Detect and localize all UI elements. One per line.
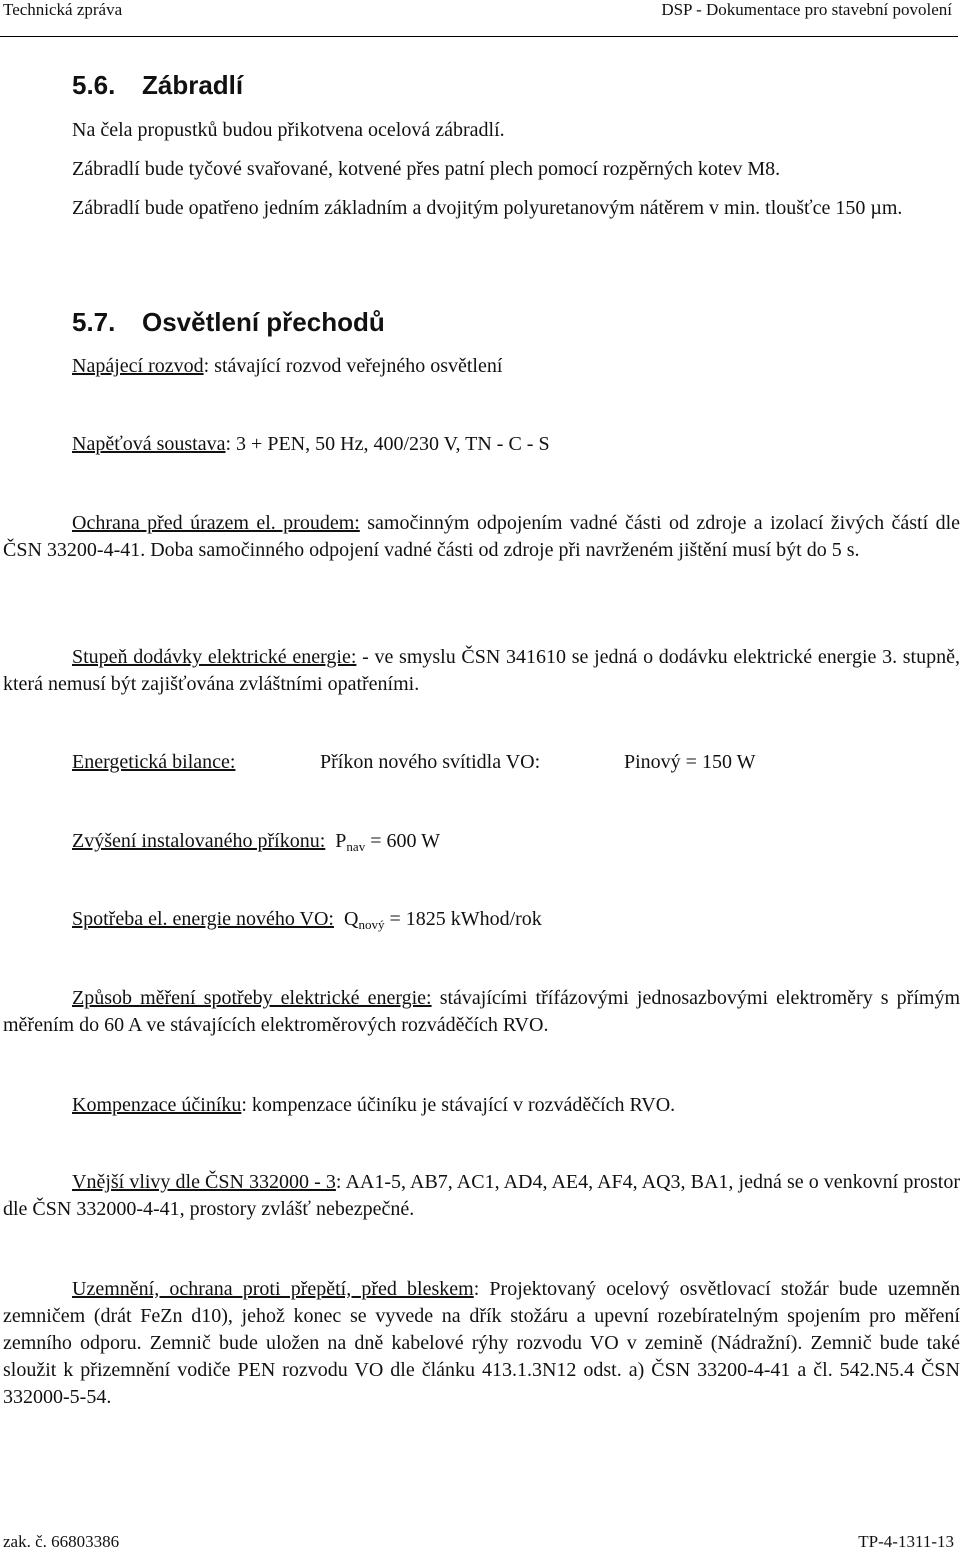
label: Kompenzace účiníku	[72, 1094, 242, 1116]
paragraph-kompenzace	[72, 1092, 675, 1119]
footer-left: zak. č. 66803386	[3, 1532, 120, 1551]
paragraph-soustava	[72, 431, 550, 458]
text: : AA1-5, AB7, AC1, AD4, AE4, AF4, AQ3, BA1, jedná se o venkovní prostor dle ČSN 332000-4-41, prostory zvlášť nebezpečné.	[3, 1171, 960, 1220]
paragraph-mereni	[3, 985, 960, 1039]
label: Energetická bilance:	[72, 751, 236, 773]
label: Způsob měření spotřeby elektrické energie:	[72, 987, 432, 1009]
paragraph-stupen	[3, 644, 960, 698]
label: Zvýšení instalovaného příkonu:	[72, 830, 326, 852]
section-number: 5.7.	[72, 307, 116, 337]
value: = 1825 kWhod/rok	[384, 908, 542, 930]
text: : 3 + PEN, 50 Hz, 400/230 V, TN - C - S	[225, 433, 550, 455]
section-title: Osvětlení přechodů	[142, 307, 385, 337]
paragraph-uzemneni	[3, 1276, 960, 1411]
paragraph: Na čela propustků budou přikotvena ocelová zábradlí.	[72, 119, 505, 141]
paragraph-napajeci	[72, 353, 502, 380]
section-title: Zábradlí	[142, 70, 244, 100]
text: : Projektovaný ocelový osvětlovací stožár bude uzemněn zemničem (drát FeZn d10), jehož konec se vyvede na dřík stožáru a upevní rozebíratelným spojením pro měření zemního odporu. Zemnič bude uložen na dně kabelové rýhy rozvodu VO v zemině (Nádražní). Zemnič bude také sloužit k přizemnění vodiče PEN rozvodu VO dle článku 413.1.3N12 odst. a) ČSN 33200-4-41 a čl. 542.N5.4 ČSN 332000-5-54.	[3, 1278, 960, 1408]
footer-right: TP-4-1311-13	[858, 1532, 954, 1551]
subscript: nav	[346, 839, 366, 854]
label: Stupeň dodávky elektrické energie:	[72, 646, 357, 668]
text: : kompenzace účiníku je stávající v rozváděčích RVO.	[241, 1094, 676, 1116]
section-number: 5.6.	[72, 70, 116, 100]
subscript: nový	[358, 917, 385, 932]
section-heading-5-7	[72, 307, 385, 338]
label: Ochrana před úrazem el. proudem:	[72, 512, 360, 534]
paragraph: Zábradlí bude tyčové svařované, kotvené přes patní plech pomocí rozpěrných kotev M8.	[72, 158, 781, 180]
text: samočinným odpojením vadné části od zdroje a izolací živých částí dle ČSN 33200-4-41. Doba samočinného odpojení vadné části od zdroje při navrženém jištění musí být do 5 s.	[3, 512, 960, 561]
paragraph-spotreba	[72, 906, 542, 938]
label: Napájecí rozvod	[72, 355, 204, 377]
paragraph-ochrana	[3, 510, 960, 564]
symbol: Q	[343, 908, 359, 930]
paragraph-bilance	[72, 749, 235, 776]
header-right: DSP - Dokumentace pro stavební povolení	[661, 0, 952, 19]
label: Napěťová soustava	[72, 433, 226, 455]
text: - ve smyslu ČSN 341610 se jedná o dodávku elektrické energie 3. stupně, která nemusí být zajišťována zvláštními opatřeními.	[3, 646, 960, 695]
bilance-value: Pinový = 150 W	[624, 751, 756, 773]
label: Spotřeba el. energie nového VO:	[72, 908, 334, 930]
label: Uzemnění, ochrana proti přepětí, před bleskem	[72, 1278, 474, 1300]
paragraph-vlivy	[3, 1169, 960, 1223]
symbol: P	[335, 830, 347, 852]
text: : stávající rozvod veřejného osvětlení	[203, 355, 503, 377]
paragraph: Zábradlí bude opatřeno jedním základním a dvojitým polyuretanovým nátěrem v min. tloušťce 150 µm.	[72, 197, 903, 219]
text: stávajícími třífázovými jednosazbovými elektroměry s přímým měřením do 60 A ve stávajících elektroměrových rozváděčích RVO.	[3, 987, 960, 1036]
label: Vnější vlivy dle ČSN 332000 - 3	[72, 1171, 336, 1193]
section-heading-5-6	[72, 70, 243, 101]
value: = 600 W	[365, 830, 440, 852]
header-left: Technická zpráva	[3, 0, 123, 19]
paragraph-zvyseni	[72, 828, 440, 860]
page-header	[0, 0, 958, 37]
bilance-item: Příkon nového svítidla VO:	[320, 751, 541, 773]
